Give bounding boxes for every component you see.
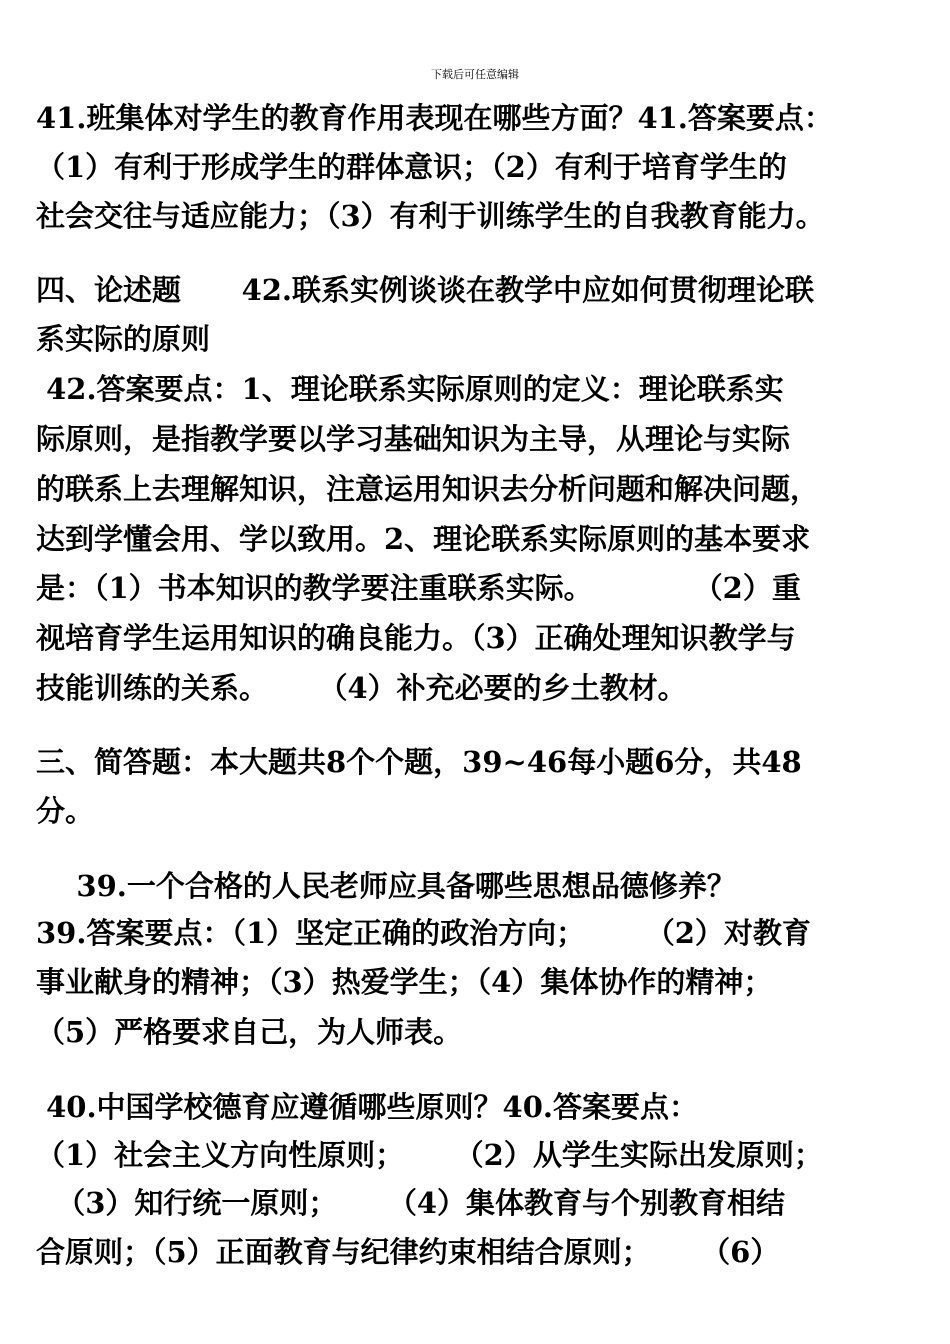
text-line: 社会交往与适应能力；（3）有利于训练学生的自我教育能力。: [36, 199, 825, 233]
text-line: 际原则，是指教学要以学习基础知识为主导，从理论与实际: [36, 422, 791, 456]
text-line: 技能训练的关系。 （4）补充必要的乡土教材。: [36, 671, 687, 705]
text-line: 是：（1）书本知识的教学要注重联系实际。 （2）重: [36, 571, 801, 605]
section-heading: 三、简答题：本大题共8个个题，39~46每小题6分，共48: [36, 745, 802, 779]
section-heading: 四、论述题 42.联系实例谈谈在教学中应如何贯彻理论联: [36, 273, 815, 307]
text-line: 分。: [36, 794, 95, 828]
text-line: （1）有利于形成学生的群体意识；（2）有利于培育学生的: [36, 150, 787, 184]
text-line: 视培育学生运用知识的确良能力。（3）正确处理知识教学与: [36, 621, 796, 655]
text-line: （1）社会主义方向性原则； （2）从学生实际出发原则；: [36, 1138, 823, 1172]
question-line: 40.中国学校德育应遵循哪些原则？40.答案要点：: [36, 1090, 699, 1124]
text-line: （3）知行统一原则； （4）集体教育与个别教育相结: [36, 1186, 786, 1220]
header-note: 下载后可任意编辑: [431, 68, 519, 81]
text-line: 42.答案要点：1、理论联系实际原则的定义：理论联系实: [36, 372, 784, 406]
text-line: 达到学懂会用、学以致用。2、理论联系实际原则的基本要求: [36, 522, 811, 556]
question-line: 39.一个合格的人民老师应具备哪些思想品德修养？: [36, 869, 736, 903]
text-line: 的联系上去理解知识，注意运用知识去分析问题和解决问题，: [36, 472, 820, 506]
text-line: 系实际的原则: [36, 322, 211, 356]
text-line: 事业献身的精神；（3）热爱学生；（4）集体协作的精神；: [36, 965, 773, 999]
text-line: 合原则；（5）正面教育与纪律约束相结合原则； （6）: [36, 1235, 780, 1269]
text-line: 41.班集体对学生的教育作用表现在哪些方面？41.答案要点：: [36, 101, 833, 135]
text-line: 39.答案要点：（1）坚定正确的政治方向； （2）对教育: [36, 916, 811, 950]
text-line: （5）严格要求自己，为人师表。: [36, 1015, 463, 1049]
